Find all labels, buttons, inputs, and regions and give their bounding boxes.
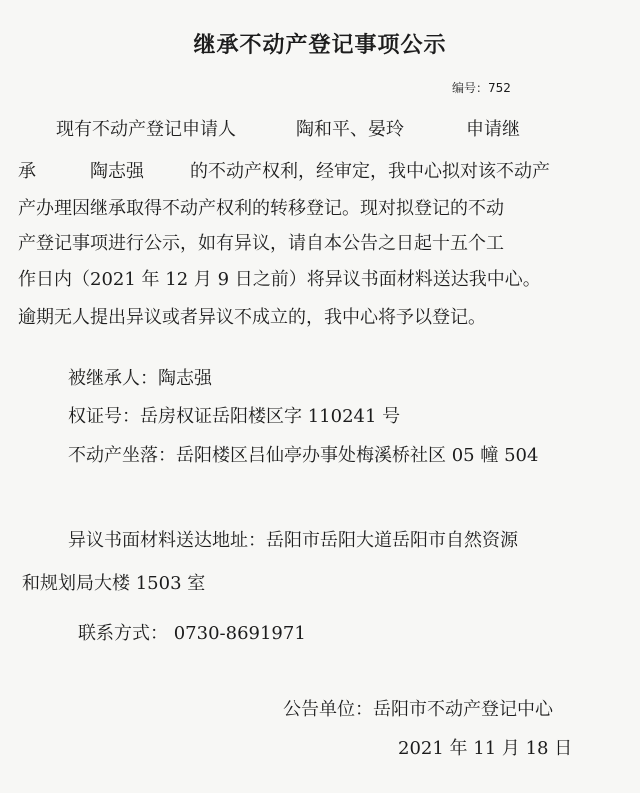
- body-text: 的不动产权利，经审定，我中心拟对该不动产: [190, 161, 550, 182]
- body-text: 申请继: [466, 119, 520, 140]
- contact-field: 联系方式： 0730-8691971: [78, 623, 306, 644]
- issuing-unit: 公告单位：岳阳市不动产登记中心: [283, 699, 553, 720]
- body-text: 现有不动产登记申请人: [56, 119, 236, 140]
- heir-field: 被继承人：陶志强: [68, 368, 212, 389]
- decedent-name: 陶志强: [90, 161, 144, 182]
- body-line-2: [18, 160, 550, 184]
- body-text: 承: [18, 161, 36, 182]
- location-field: 不动产坐落：岳阳楼区吕仙亭办事处梅溪桥社区 05 幢 504: [68, 445, 539, 466]
- body-line-4: 产登记事项进行公示，如有异议，请自本公告之日起十五个工: [18, 233, 504, 254]
- objection-address-line-1: 异议书面材料送达地址：岳阳市岳阳大道岳阳市自然资源: [68, 530, 518, 551]
- objection-address-line-2: 和规划局大楼 1503 室: [22, 573, 206, 594]
- body-line-5: 作日内（2021 年 12 月 9 日之前）将异议书面材料送达我中心。: [18, 269, 541, 290]
- serial-number: 编号：752: [452, 81, 511, 95]
- certificate-field: 权证号：岳房权证岳阳楼区字 110241 号: [68, 406, 401, 427]
- page-title: 继承不动产登记事项公示: [193, 33, 447, 58]
- body-line-6: 逾期无人提出异议或者异议不成立的，我中心将予以登记。: [18, 307, 486, 328]
- body-line-1: [56, 118, 520, 142]
- applicant-names: 陶和平、晏玲: [296, 119, 404, 140]
- issue-date: 2021 年 11 月 18 日: [398, 738, 573, 759]
- body-line-3: 产办理因继承取得不动产权利的转移登记。现对拟登记的不动: [18, 198, 504, 219]
